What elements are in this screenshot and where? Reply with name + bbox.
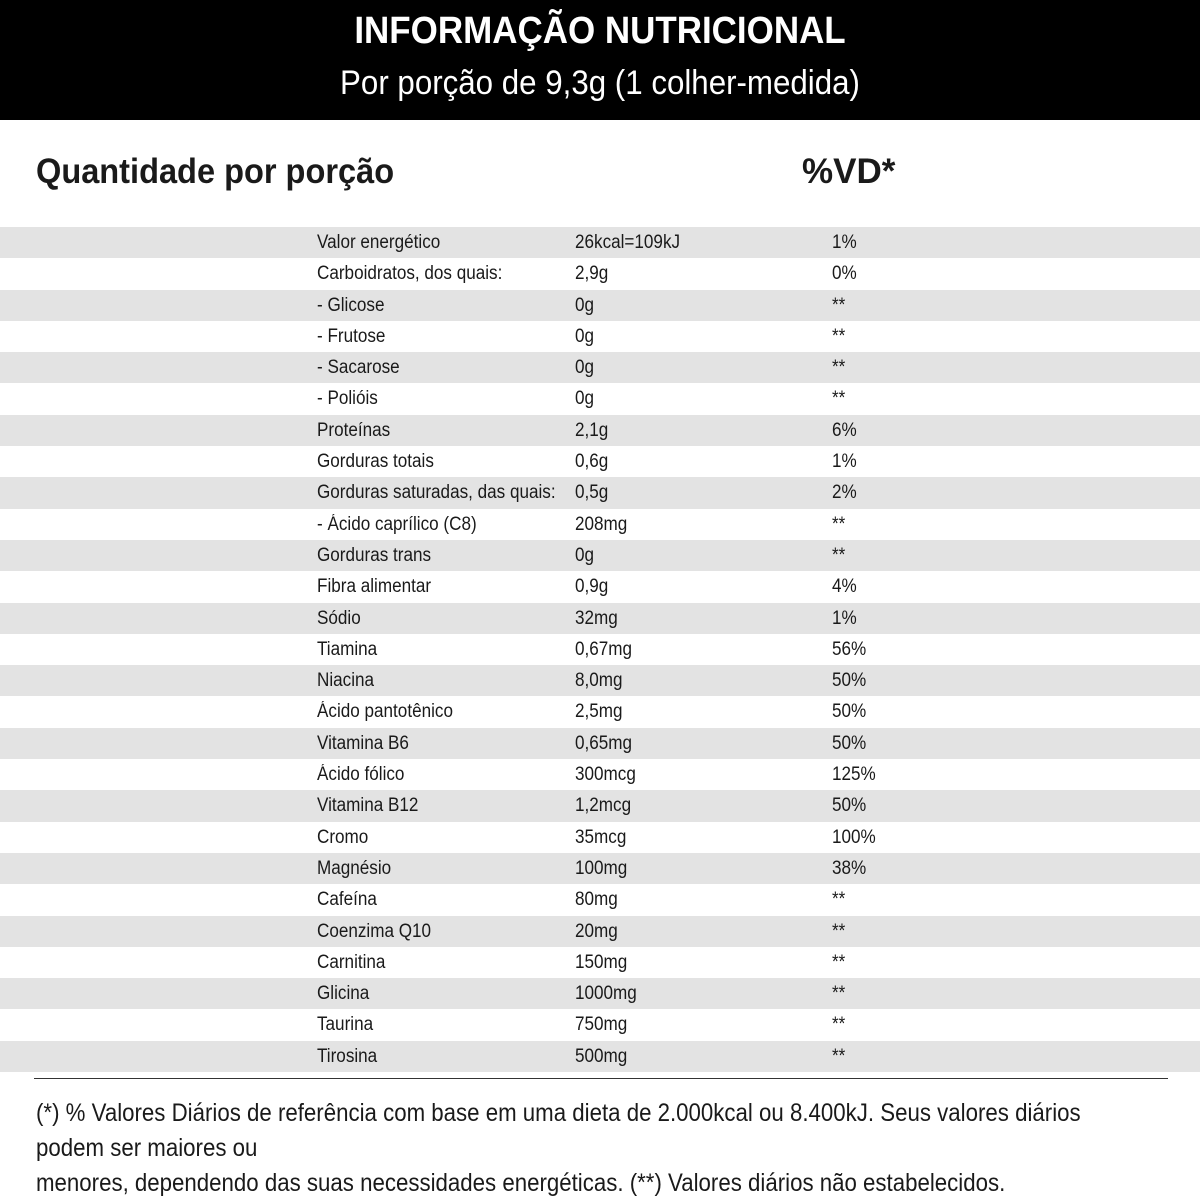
nutrient-amount: 26kcal=109kJ	[575, 232, 681, 253]
nutrient-amount: 32mg	[575, 607, 618, 629]
nutrient-daily-value: **	[832, 920, 846, 942]
nutrient-daily-value: 56%	[832, 638, 867, 660]
table-row	[0, 571, 1200, 602]
nutrient-daily-value: **	[832, 1045, 846, 1067]
nutrient-amount: 80mg	[575, 889, 618, 911]
nutrient-name: Coenzima Q10	[317, 920, 432, 942]
nutrient-amount: 1,2mcg	[575, 795, 632, 817]
page-title: INFORMAÇÃO NUTRICIONAL	[354, 10, 846, 52]
nutrient-daily-value: **	[832, 983, 846, 1005]
nutrient-name: Magnésio	[317, 857, 392, 879]
nutrient-daily-value: **	[832, 1014, 846, 1036]
nutrient-daily-value: 50%	[832, 795, 867, 817]
nutrient-name: Vitamina B12	[317, 795, 419, 817]
nutrient-amount: 0g	[575, 325, 595, 347]
nutrient-daily-value: 50%	[832, 670, 867, 692]
nutrient-amount: 100mg	[575, 857, 628, 879]
table-row	[0, 509, 1200, 540]
nutrient-name: Carboidratos, dos quais:	[317, 263, 503, 285]
nutrient-daily-value: **	[832, 889, 846, 911]
table-row	[0, 227, 1200, 258]
serving-size-subtitle: Por porção de 9,3g (1 colher-medida)	[340, 64, 860, 102]
nutrient-name: Proteínas	[317, 419, 391, 441]
table-row	[0, 822, 1200, 853]
footnote-line-1: (*) % Valores Diários de referência com base em uma dieta de 2.000kcal ou 8.400kJ. Seus valores diários podem ser maiores ou	[36, 1099, 1081, 1162]
table-row	[0, 790, 1200, 821]
table-row	[0, 603, 1200, 634]
nutrient-name: Glicina	[317, 983, 370, 1005]
nutrient-daily-value: **	[832, 357, 846, 379]
nutrient-amount: 208mg	[575, 513, 628, 535]
nutrient-daily-value: 50%	[832, 701, 867, 723]
nutrient-name: Niacina	[317, 670, 375, 692]
table-row	[0, 415, 1200, 446]
nutrient-name: Ácido pantotênico	[317, 701, 453, 723]
nutrient-amount: 0g	[575, 544, 595, 566]
nutrient-amount: 1000mg	[575, 983, 637, 1005]
table-row	[0, 540, 1200, 571]
daily-value-column-heading: %VD*	[802, 152, 896, 191]
nutrient-name: Cromo	[317, 826, 369, 848]
nutrient-daily-value: **	[832, 951, 846, 973]
nutrient-amount: 0,65mg	[575, 732, 633, 754]
nutrient-daily-value: 2%	[832, 482, 857, 504]
nutrient-daily-value: 100%	[832, 826, 876, 848]
nutrient-amount: 20mg	[575, 920, 618, 942]
nutrient-name: - Glicose	[317, 294, 385, 316]
table-row	[0, 352, 1200, 383]
table-row	[0, 728, 1200, 759]
nutrient-name: Ácido fólico	[317, 764, 405, 786]
nutrient-amount: 300mcg	[575, 764, 636, 786]
nutrient-daily-value: 4%	[832, 576, 857, 598]
nutrient-name: - Polióis	[317, 388, 378, 410]
nutrient-amount: 500mg	[575, 1045, 628, 1067]
nutrient-name: Sódio	[317, 607, 361, 629]
table-row	[0, 634, 1200, 665]
nutrient-daily-value: **	[832, 544, 846, 566]
footnote-line-2: menores, dependendo das suas necessidades energéticas. (**) Valores diários não estabelecidos.	[36, 1169, 1006, 1197]
table-row	[0, 1009, 1200, 1040]
quantity-column-heading: Quantidade por porção	[36, 152, 395, 191]
table-row	[0, 383, 1200, 414]
nutrient-name: Carnitina	[317, 951, 386, 973]
nutrient-amount: 2,9g	[575, 263, 609, 285]
nutrient-daily-value: **	[832, 513, 846, 535]
table-row	[0, 321, 1200, 352]
nutrient-name: Fibra alimentar	[317, 576, 432, 598]
nutrient-name: - Sacarose	[317, 357, 400, 379]
nutrient-amount: 0g	[575, 357, 595, 379]
nutrient-amount: 750mg	[575, 1014, 628, 1036]
nutrient-name: Tiamina	[317, 638, 378, 660]
nutrient-amount: 150mg	[575, 951, 628, 973]
nutrient-name: - Ácido caprílico (C8)	[317, 513, 477, 535]
nutrient-amount: 0g	[575, 388, 595, 410]
table-row	[0, 916, 1200, 947]
table-row	[0, 884, 1200, 915]
table-row	[0, 290, 1200, 321]
nutrient-daily-value: 50%	[832, 732, 867, 754]
nutrient-name: Gorduras saturadas, das quais:	[317, 482, 556, 504]
footnote-divider	[34, 1078, 1168, 1079]
nutrient-daily-value: 1%	[832, 232, 857, 253]
table-row	[0, 1041, 1200, 1072]
table-row	[0, 477, 1200, 508]
table-row	[0, 665, 1200, 696]
table-row	[0, 947, 1200, 978]
nutrient-amount: 0,5g	[575, 482, 609, 504]
nutrient-amount: 0g	[575, 294, 595, 316]
nutrient-daily-value: 38%	[832, 857, 867, 879]
table-row	[0, 258, 1200, 289]
nutrient-daily-value: 1%	[832, 451, 857, 473]
nutrient-amount: 2,5mg	[575, 701, 623, 723]
nutrient-daily-value: **	[832, 388, 846, 410]
nutrition-table	[0, 227, 1200, 1072]
nutrient-name: Tirosina	[317, 1045, 378, 1067]
table-row	[0, 853, 1200, 884]
table-row	[0, 696, 1200, 727]
nutrient-name: Taurina	[317, 1014, 374, 1036]
nutrient-daily-value: 6%	[832, 419, 857, 441]
table-row	[0, 759, 1200, 790]
nutrient-daily-value: 125%	[832, 764, 876, 786]
nutrient-amount: 0,67mg	[575, 638, 633, 660]
nutrient-amount: 35mcg	[575, 826, 627, 848]
nutrient-amount: 0,9g	[575, 576, 609, 598]
nutrient-name: Gorduras trans	[317, 544, 432, 566]
nutrient-amount: 8,0mg	[575, 670, 623, 692]
nutrient-name: Cafeína	[317, 889, 377, 911]
table-row	[0, 446, 1200, 477]
nutrient-amount: 2,1g	[575, 419, 609, 441]
nutrient-name: - Frutose	[317, 325, 386, 347]
nutrient-name: Valor energético	[317, 232, 441, 253]
header-banner	[0, 0, 1200, 120]
nutrient-daily-value: 0%	[832, 263, 857, 285]
table-row	[0, 978, 1200, 1009]
nutrient-amount: 0,6g	[575, 451, 609, 473]
nutrient-name: Vitamina B6	[317, 732, 409, 754]
nutrient-daily-value: 1%	[832, 607, 857, 629]
footnote	[36, 1096, 1113, 1201]
nutrient-daily-value: **	[832, 294, 846, 316]
nutrient-daily-value: **	[832, 325, 846, 347]
nutrient-name: Gorduras totais	[317, 451, 434, 473]
